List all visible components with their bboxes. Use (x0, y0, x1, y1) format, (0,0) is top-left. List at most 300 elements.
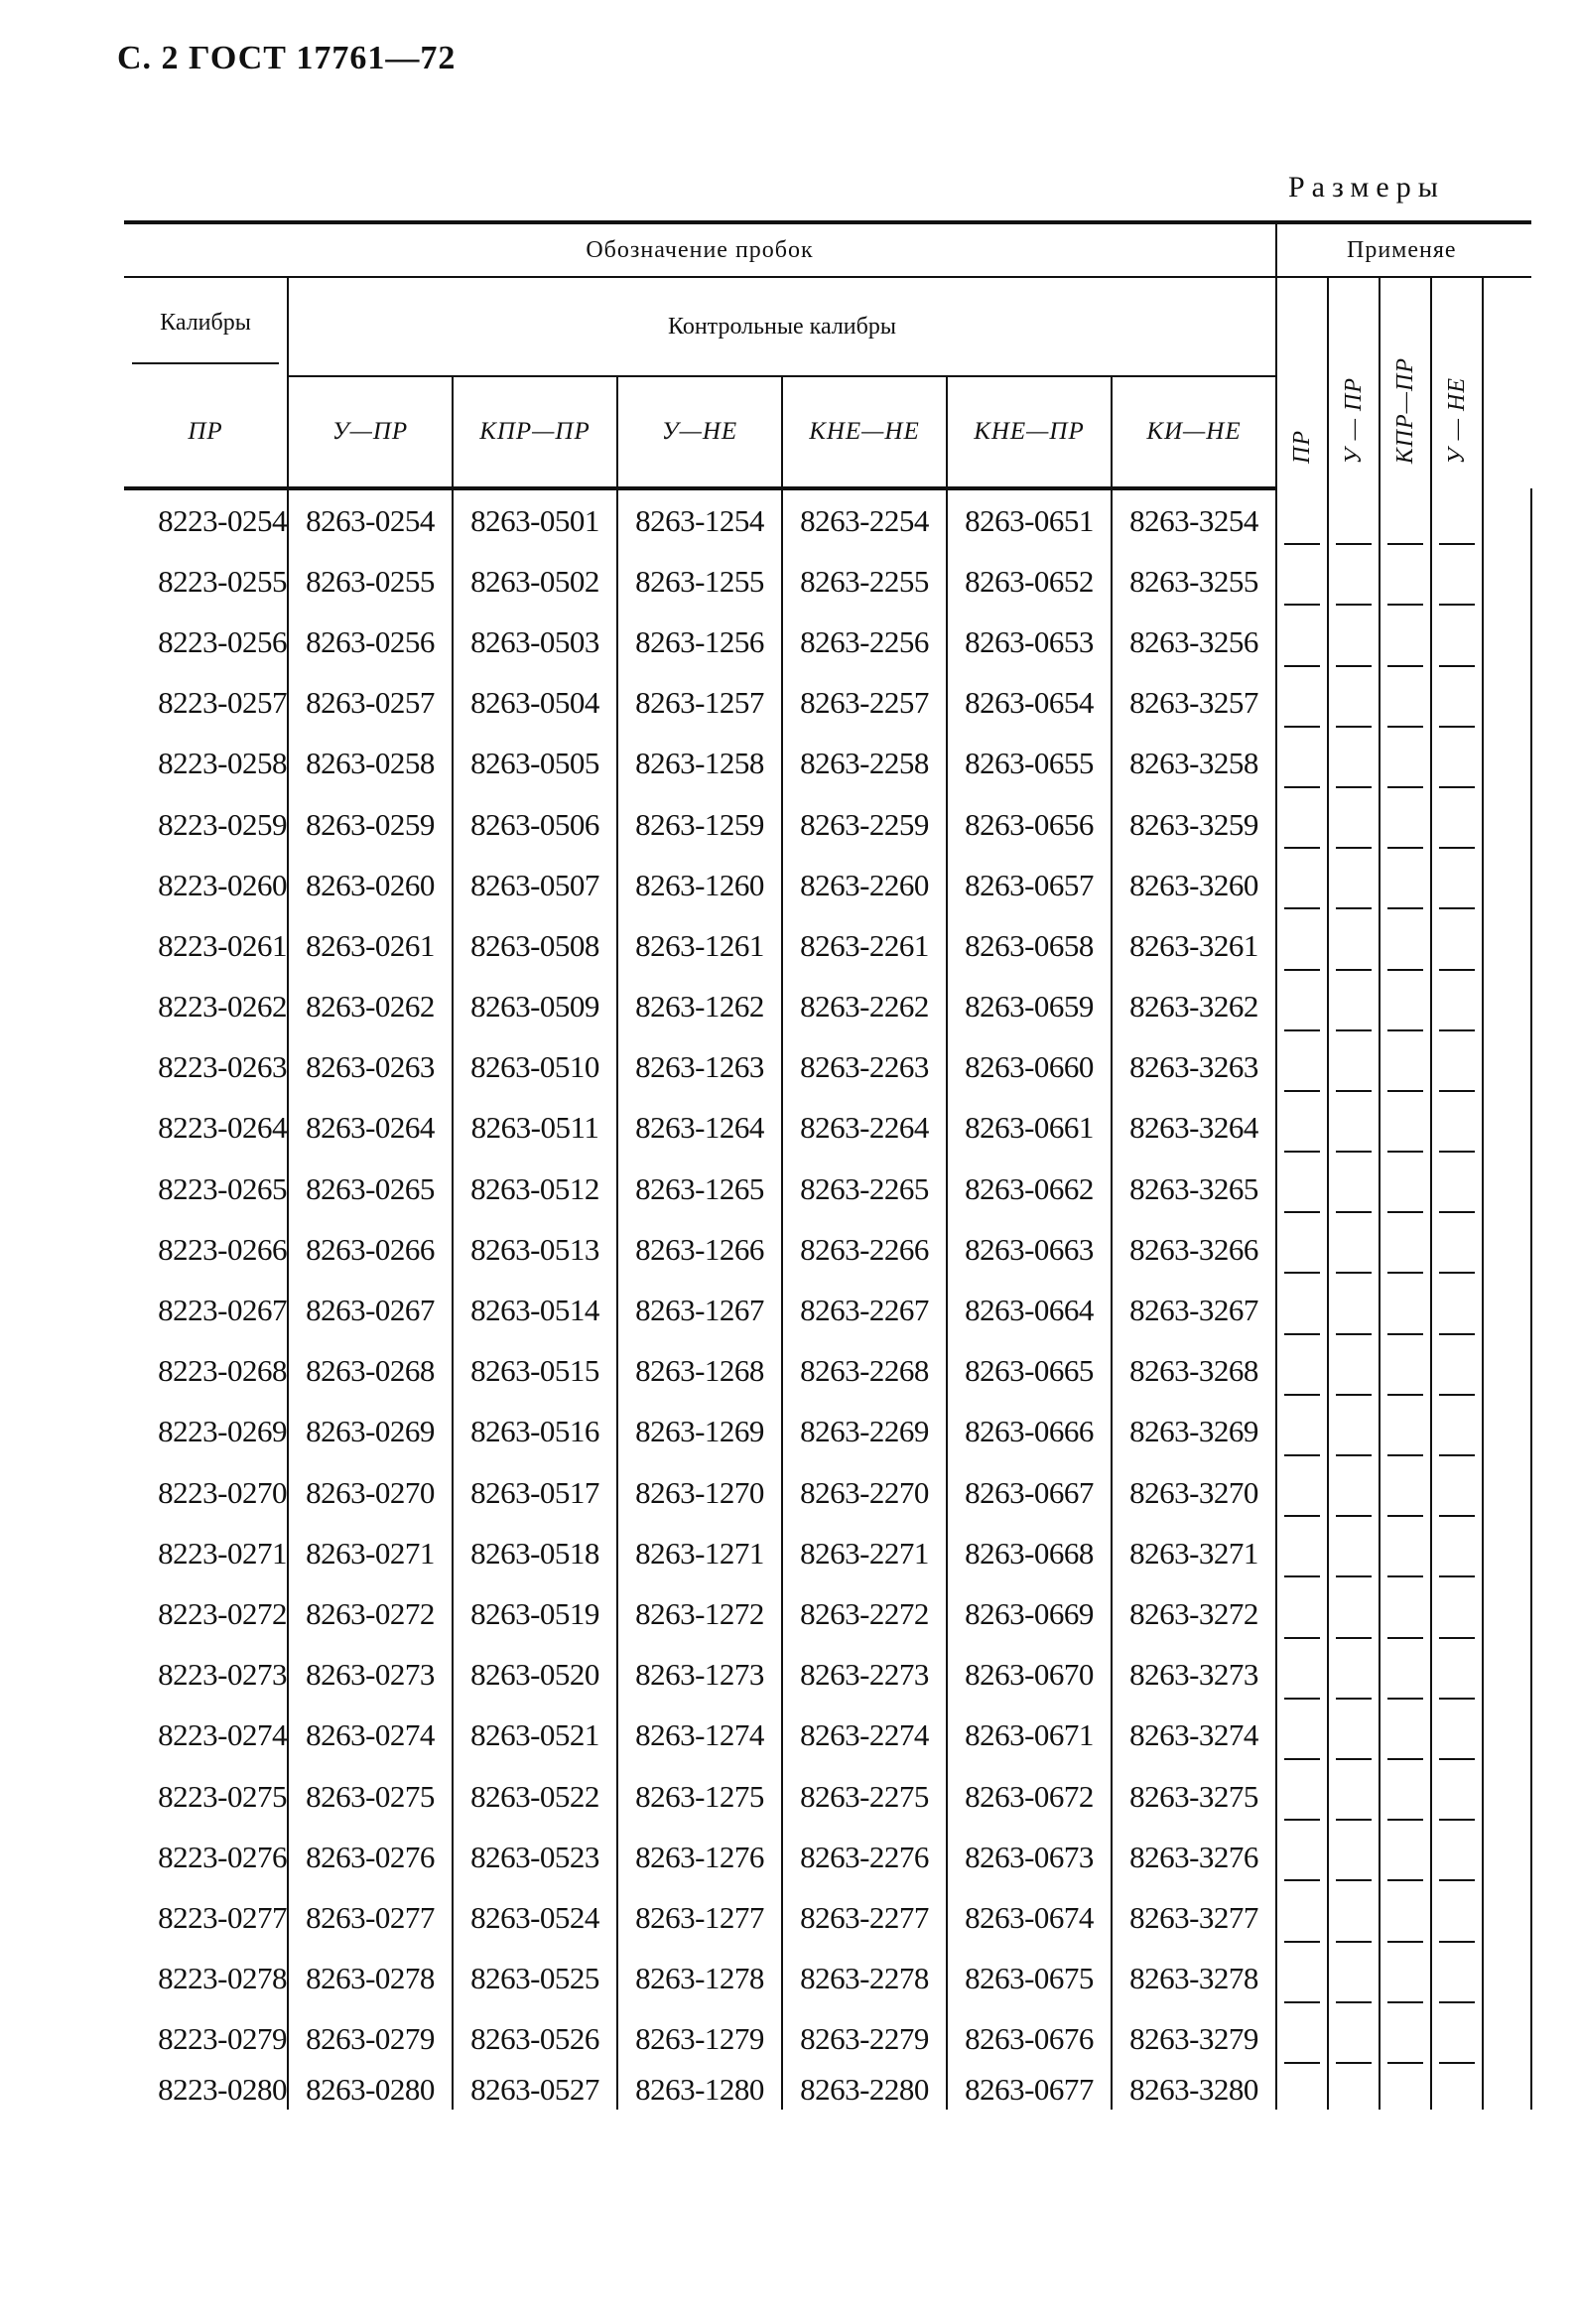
table-cell: 8263-0521 (453, 1706, 617, 1766)
table-cell: 8263-0665 (947, 1341, 1112, 1402)
table-cell: 8263-2255 (782, 551, 947, 612)
dash-mark (1439, 1515, 1475, 1517)
table-cell: 8263-3275 (1112, 1766, 1276, 1827)
table-cell: 8263-3274 (1112, 1706, 1276, 1766)
table-cell: 8263-0523 (453, 1827, 617, 1887)
table-cell: 8223-0272 (124, 1583, 288, 1644)
table-cell: 8223-0270 (124, 1462, 288, 1523)
apply-cell (1328, 1706, 1380, 1766)
apply-cell (1431, 612, 1483, 672)
col-header-pr: ПР (124, 376, 288, 488)
apply-cell (1483, 1159, 1531, 1219)
apply-cell (1380, 612, 1431, 672)
apply-cell (1276, 1766, 1328, 1827)
dash-mark (1284, 1211, 1320, 1213)
table-cell: 8263-0667 (947, 1462, 1112, 1523)
dash-mark (1336, 2062, 1372, 2064)
gauge-designation-table (124, 220, 1532, 2110)
dash-mark (1387, 726, 1423, 728)
apply-cell (1328, 855, 1380, 915)
table-cell: 8263-0660 (947, 1037, 1112, 1098)
table-cell: 8223-0267 (124, 1280, 288, 1340)
table-cell: 8263-2271 (782, 1523, 947, 1583)
table-cell: 8263-0509 (453, 977, 617, 1037)
table-cell: 8263-0267 (288, 1280, 453, 1340)
dash-mark (1284, 1029, 1320, 1031)
table-cell: 8263-3265 (1112, 1159, 1276, 1219)
dash-mark (1439, 907, 1475, 909)
dash-mark (1387, 1819, 1423, 1821)
table-cell: 8223-0262 (124, 977, 288, 1037)
apply-cell (1483, 488, 1531, 551)
table-cell: 8263-0662 (947, 1159, 1112, 1219)
table-cell: 8263-2269 (782, 1402, 947, 1462)
table-row (124, 794, 1531, 855)
table-cell: 8263-2272 (782, 1583, 947, 1644)
table-cell: 8263-1279 (617, 2009, 782, 2070)
dash-mark (1336, 2001, 1372, 2003)
apply-cell (1276, 1341, 1328, 1402)
table-row (124, 612, 1531, 672)
apply-cell (1380, 734, 1431, 794)
apply-cell (1328, 612, 1380, 672)
table-cell: 8263-2274 (782, 1706, 947, 1766)
apply-cell (1328, 1949, 1380, 2009)
apply-cell (1483, 1523, 1531, 1583)
table-cell: 8263-0275 (288, 1766, 453, 1827)
dash-mark (1336, 604, 1372, 606)
apply-cell (1380, 794, 1431, 855)
apply-cell (1431, 1949, 1483, 2009)
apply-cell (1431, 977, 1483, 1037)
table-cell: 8223-0269 (124, 1402, 288, 1462)
apply-cell (1431, 1098, 1483, 1159)
dash-mark (1284, 1515, 1320, 1517)
apply-cell (1431, 673, 1483, 734)
apply-cell (1328, 1037, 1380, 1098)
table-cell: 8263-1265 (617, 1159, 782, 1219)
table-row (124, 1462, 1531, 1523)
table-cell: 8263-3272 (1112, 1583, 1276, 1644)
dash-mark (1387, 665, 1423, 667)
apply-col-pr: ПР (1276, 277, 1328, 488)
table-cell: 8263-0527 (453, 2070, 617, 2110)
dash-mark (1336, 1151, 1372, 1153)
table-cell: 8263-0517 (453, 1462, 617, 1523)
dash-mark (1284, 1151, 1320, 1153)
apply-cell (1431, 1280, 1483, 1340)
dash-mark (1284, 786, 1320, 788)
dash-mark (1284, 1941, 1320, 1943)
table-cell: 8263-2277 (782, 1887, 947, 1948)
dash-mark (1387, 907, 1423, 909)
dash-mark (1284, 604, 1320, 606)
col-header-u-ne: У—НЕ (617, 376, 782, 488)
dash-mark (1439, 2001, 1475, 2003)
kalibry-header (124, 277, 288, 376)
table-cell: 8223-0274 (124, 1706, 288, 1766)
apply-cell (1328, 977, 1380, 1037)
apply-cell (1431, 1219, 1483, 1280)
dash-mark (1439, 1941, 1475, 1943)
apply-cell (1483, 1583, 1531, 1644)
table-cell: 8263-1274 (617, 1706, 782, 1766)
table-cell: 8263-3254 (1112, 488, 1276, 551)
table-cell: 8263-0279 (288, 2009, 453, 2070)
dash-mark (1439, 1090, 1475, 1092)
dash-mark (1439, 543, 1475, 545)
table-row (124, 1887, 1531, 1948)
table-cell: 8263-1258 (617, 734, 782, 794)
table-row (124, 1949, 1531, 2009)
table-cell: 8263-0255 (288, 551, 453, 612)
apply-cell (1380, 1706, 1431, 1766)
table-cell: 8263-2270 (782, 1462, 947, 1523)
dash-mark (1439, 2062, 1475, 2064)
apply-cell (1276, 1159, 1328, 1219)
apply-cell (1380, 915, 1431, 976)
table-cell: 8263-3266 (1112, 1219, 1276, 1280)
table-cell: 8263-0503 (453, 612, 617, 672)
apply-cell (1380, 1949, 1431, 2009)
apply-cell (1380, 1219, 1431, 1280)
table-cell: 8263-1259 (617, 794, 782, 855)
dash-mark (1284, 1698, 1320, 1700)
table-cell: 8263-3257 (1112, 673, 1276, 734)
col-header-kne-ne: КНЕ—НЕ (782, 376, 947, 488)
dash-mark (1284, 1454, 1320, 1456)
apply-cell (1431, 1645, 1483, 1706)
apply-cell (1431, 488, 1483, 551)
table-cell: 8263-3278 (1112, 1949, 1276, 2009)
table-cell: 8263-0651 (947, 488, 1112, 551)
table-cell: 8263-1262 (617, 977, 782, 1037)
table-cell: 8263-3255 (1112, 551, 1276, 612)
dash-mark (1336, 1879, 1372, 1881)
table-row (124, 488, 1531, 551)
table-cell: 8263-2279 (782, 2009, 947, 2070)
table-cell: 8223-0275 (124, 1766, 288, 1827)
dash-mark (1336, 1819, 1372, 1821)
table-cell: 8263-0666 (947, 1402, 1112, 1462)
table-cell: 8263-0263 (288, 1037, 453, 1098)
apply-cell (1276, 794, 1328, 855)
table-cell: 8223-0279 (124, 2009, 288, 2070)
dash-mark (1284, 847, 1320, 849)
table-cell: 8263-0668 (947, 1523, 1112, 1583)
dash-mark (1387, 1454, 1423, 1456)
table-cell: 8263-0501 (453, 488, 617, 551)
apply-cell (1431, 1583, 1483, 1644)
table-cell: 8223-0259 (124, 794, 288, 855)
table-cell: 8263-0502 (453, 551, 617, 612)
table-row (124, 855, 1531, 915)
apply-cell (1380, 1462, 1431, 1523)
table-cell: 8263-0677 (947, 2070, 1112, 2110)
apply-cell (1380, 1037, 1431, 1098)
apply-cell (1328, 673, 1380, 734)
table-cell: 8263-0259 (288, 794, 453, 855)
apply-cell (1328, 1341, 1380, 1402)
table-cell: 8263-3262 (1112, 977, 1276, 1037)
dash-mark (1336, 1575, 1372, 1577)
table-cell: 8263-0272 (288, 1583, 453, 1644)
apply-cell (1380, 1523, 1431, 1583)
apply-cell (1483, 612, 1531, 672)
table-cell: 8263-3270 (1112, 1462, 1276, 1523)
apply-cell (1328, 734, 1380, 794)
table-cell: 8263-1264 (617, 1098, 782, 1159)
table-row (124, 1159, 1531, 1219)
dash-mark (1336, 847, 1372, 849)
apply-cell (1431, 915, 1483, 976)
dash-mark (1439, 1575, 1475, 1577)
apply-col-u-pr: У — ПР (1328, 277, 1380, 488)
table-row (124, 1098, 1531, 1159)
dash-mark (1439, 1637, 1475, 1639)
dash-mark (1387, 1698, 1423, 1700)
apply-cell (1276, 1037, 1328, 1098)
apply-cell (1483, 2070, 1531, 2110)
dash-mark (1284, 1758, 1320, 1760)
table-cell: 8263-3276 (1112, 1827, 1276, 1887)
table-row (124, 1645, 1531, 1706)
apply-cell (1483, 673, 1531, 734)
table-row (124, 1706, 1531, 1766)
table-cell: 8263-3261 (1112, 915, 1276, 976)
apply-cell (1431, 1462, 1483, 1523)
table-cell: 8263-1263 (617, 1037, 782, 1098)
table-cell: 8263-0260 (288, 855, 453, 915)
apply-cell (1380, 1583, 1431, 1644)
table-cell: 8263-1269 (617, 1402, 782, 1462)
table-cell: 8263-1255 (617, 551, 782, 612)
apply-cell (1380, 1645, 1431, 1706)
dash-mark (1439, 847, 1475, 849)
apply-cell (1483, 794, 1531, 855)
table-cell: 8263-1275 (617, 1766, 782, 1827)
table-cell: 8263-0653 (947, 612, 1112, 672)
table-cell: 8223-0271 (124, 1523, 288, 1583)
dash-mark (1284, 1819, 1320, 1821)
table-cell: 8263-0675 (947, 1949, 1112, 2009)
table-row (124, 2009, 1531, 2070)
table-cell: 8263-0664 (947, 1280, 1112, 1340)
apply-cell (1276, 1706, 1328, 1766)
apply-cell (1328, 1098, 1380, 1159)
dash-mark (1387, 969, 1423, 971)
table-cell: 8263-3279 (1112, 2009, 1276, 2070)
dash-mark (1387, 1515, 1423, 1517)
table-row (124, 1037, 1531, 1098)
dash-mark (1439, 1151, 1475, 1153)
table-row (124, 1766, 1531, 1827)
dash-mark (1387, 604, 1423, 606)
table-cell: 8263-0257 (288, 673, 453, 734)
apply-cell (1380, 2009, 1431, 2070)
apply-cell (1328, 1583, 1380, 1644)
table-cell: 8263-1257 (617, 673, 782, 734)
table-cell: 8263-3271 (1112, 1523, 1276, 1583)
apply-cell (1483, 1219, 1531, 1280)
apply-cell (1431, 794, 1483, 855)
dash-mark (1284, 1272, 1320, 1274)
table-cell: 8263-0258 (288, 734, 453, 794)
dash-mark (1336, 1698, 1372, 1700)
dash-mark (1387, 1941, 1423, 1943)
table-cell: 8263-0525 (453, 1949, 617, 2009)
dash-mark (1284, 1394, 1320, 1396)
table-cell: 8263-1261 (617, 915, 782, 976)
apply-cell (1380, 673, 1431, 734)
table-row (124, 977, 1531, 1037)
apply-cell (1483, 1827, 1531, 1887)
table-cell: 8263-0271 (288, 1523, 453, 1583)
dash-mark (1439, 1333, 1475, 1335)
table-cell: 8263-2265 (782, 1159, 947, 1219)
table-cell: 8263-0254 (288, 488, 453, 551)
table-cell: 8263-0513 (453, 1219, 617, 1280)
table-cell: 8223-0261 (124, 915, 288, 976)
table-cell: 8263-0672 (947, 1766, 1112, 1827)
apply-cell (1380, 855, 1431, 915)
table-cell: 8263-0274 (288, 1706, 453, 1766)
table-cell: 8263-0654 (947, 673, 1112, 734)
table-cell: 8263-1266 (617, 1219, 782, 1280)
table-cell: 8263-1267 (617, 1280, 782, 1340)
table-cell: 8263-3267 (1112, 1280, 1276, 1340)
apply-cell (1431, 1341, 1483, 1402)
dash-mark (1387, 1151, 1423, 1153)
apply-col-extra (1483, 277, 1531, 488)
table-cell: 8223-0255 (124, 551, 288, 612)
table-cell: 8223-0257 (124, 673, 288, 734)
table-cell: 8263-1256 (617, 612, 782, 672)
apply-cell (1483, 1766, 1531, 1827)
table-row (124, 1280, 1531, 1340)
table-cell: 8263-0269 (288, 1402, 453, 1462)
dash-mark (1387, 1879, 1423, 1881)
dash-mark (1439, 1698, 1475, 1700)
apply-cell (1328, 1462, 1380, 1523)
table-row (124, 2070, 1531, 2110)
table-cell: 8263-3256 (1112, 612, 1276, 672)
control-gauges-header: Контрольные калибры (288, 277, 1276, 376)
table-cell: 8263-2278 (782, 1949, 947, 2009)
table-cell: 8263-3269 (1112, 1402, 1276, 1462)
section-label: Размеры (1288, 171, 1445, 204)
dash-mark (1336, 1941, 1372, 1943)
table-cell: 8263-0658 (947, 915, 1112, 976)
dash-mark (1439, 1758, 1475, 1760)
table-cell: 8263-0270 (288, 1462, 453, 1523)
apply-cell (1276, 1402, 1328, 1462)
dash-mark (1284, 1090, 1320, 1092)
table-cell: 8263-0261 (288, 915, 453, 976)
table-cell: 8263-1272 (617, 1583, 782, 1644)
table-cell: 8223-0256 (124, 612, 288, 672)
table-cell: 8223-0280 (124, 2070, 288, 2110)
apply-cell (1431, 2070, 1483, 2110)
apply-cell (1276, 1219, 1328, 1280)
dash-mark (1387, 1575, 1423, 1577)
apply-cell (1431, 855, 1483, 915)
apply-cell (1328, 1280, 1380, 1340)
apply-cell (1380, 551, 1431, 612)
table-cell: 8263-2264 (782, 1098, 947, 1159)
dash-mark (1284, 1333, 1320, 1335)
dash-mark (1387, 2001, 1423, 2003)
apply-cell (1483, 855, 1531, 915)
table-cell: 8263-0520 (453, 1645, 617, 1706)
dash-mark (1439, 1454, 1475, 1456)
apply-cell (1483, 1037, 1531, 1098)
table-cell: 8263-0669 (947, 1583, 1112, 1644)
apply-cell (1483, 977, 1531, 1037)
table-cell: 8223-0263 (124, 1037, 288, 1098)
dash-mark (1387, 1272, 1423, 1274)
dash-mark (1387, 1029, 1423, 1031)
apply-cell (1328, 1402, 1380, 1462)
apply-cell (1380, 1341, 1431, 1402)
table-cell: 8263-0280 (288, 2070, 453, 2110)
table-cell: 8263-0656 (947, 794, 1112, 855)
col-header-kne-pr: КНЕ—ПР (947, 376, 1112, 488)
table-cell: 8263-0670 (947, 1645, 1112, 1706)
apply-cell (1380, 488, 1431, 551)
table-cell: 8263-0661 (947, 1098, 1112, 1159)
table-cell: 8263-3277 (1112, 1887, 1276, 1948)
apply-cell (1483, 1462, 1531, 1523)
apply-cell (1276, 673, 1328, 734)
table-cell: 8223-0265 (124, 1159, 288, 1219)
table-cell: 8263-3264 (1112, 1098, 1276, 1159)
table-cell: 8263-0524 (453, 1887, 617, 1948)
apply-cell (1276, 551, 1328, 612)
dash-mark (1336, 1758, 1372, 1760)
apply-cell (1276, 1645, 1328, 1706)
table-cell: 8263-2260 (782, 855, 947, 915)
apply-cell (1276, 1949, 1328, 2009)
apply-cell (1276, 855, 1328, 915)
col-header-kpr-pr: КПР—ПР (453, 376, 617, 488)
apply-cell (1483, 1645, 1531, 1706)
table-cell: 8263-1277 (617, 1887, 782, 1948)
dash-mark (1284, 2062, 1320, 2064)
table-cell: 8263-3280 (1112, 2070, 1276, 2110)
table-cell: 8263-2275 (782, 1766, 947, 1827)
apply-cell (1431, 1037, 1483, 1098)
dash-mark (1284, 2001, 1320, 2003)
table-cell: 8263-1271 (617, 1523, 782, 1583)
dash-mark (1439, 726, 1475, 728)
table-cell: 8263-3258 (1112, 734, 1276, 794)
table-cell: 8263-3259 (1112, 794, 1276, 855)
dash-mark (1284, 969, 1320, 971)
table-cell: 8263-2280 (782, 2070, 947, 2110)
apply-cell (1380, 1280, 1431, 1340)
apply-cell (1328, 1523, 1380, 1583)
dash-mark (1336, 786, 1372, 788)
apply-cell (1328, 794, 1380, 855)
apply-cell (1380, 1098, 1431, 1159)
dash-mark (1439, 604, 1475, 606)
table-cell: 8263-1278 (617, 1949, 782, 2009)
apply-cell (1431, 1402, 1483, 1462)
dash-mark (1439, 665, 1475, 667)
table-body (124, 488, 1531, 2110)
table-cell: 8223-0264 (124, 1098, 288, 1159)
